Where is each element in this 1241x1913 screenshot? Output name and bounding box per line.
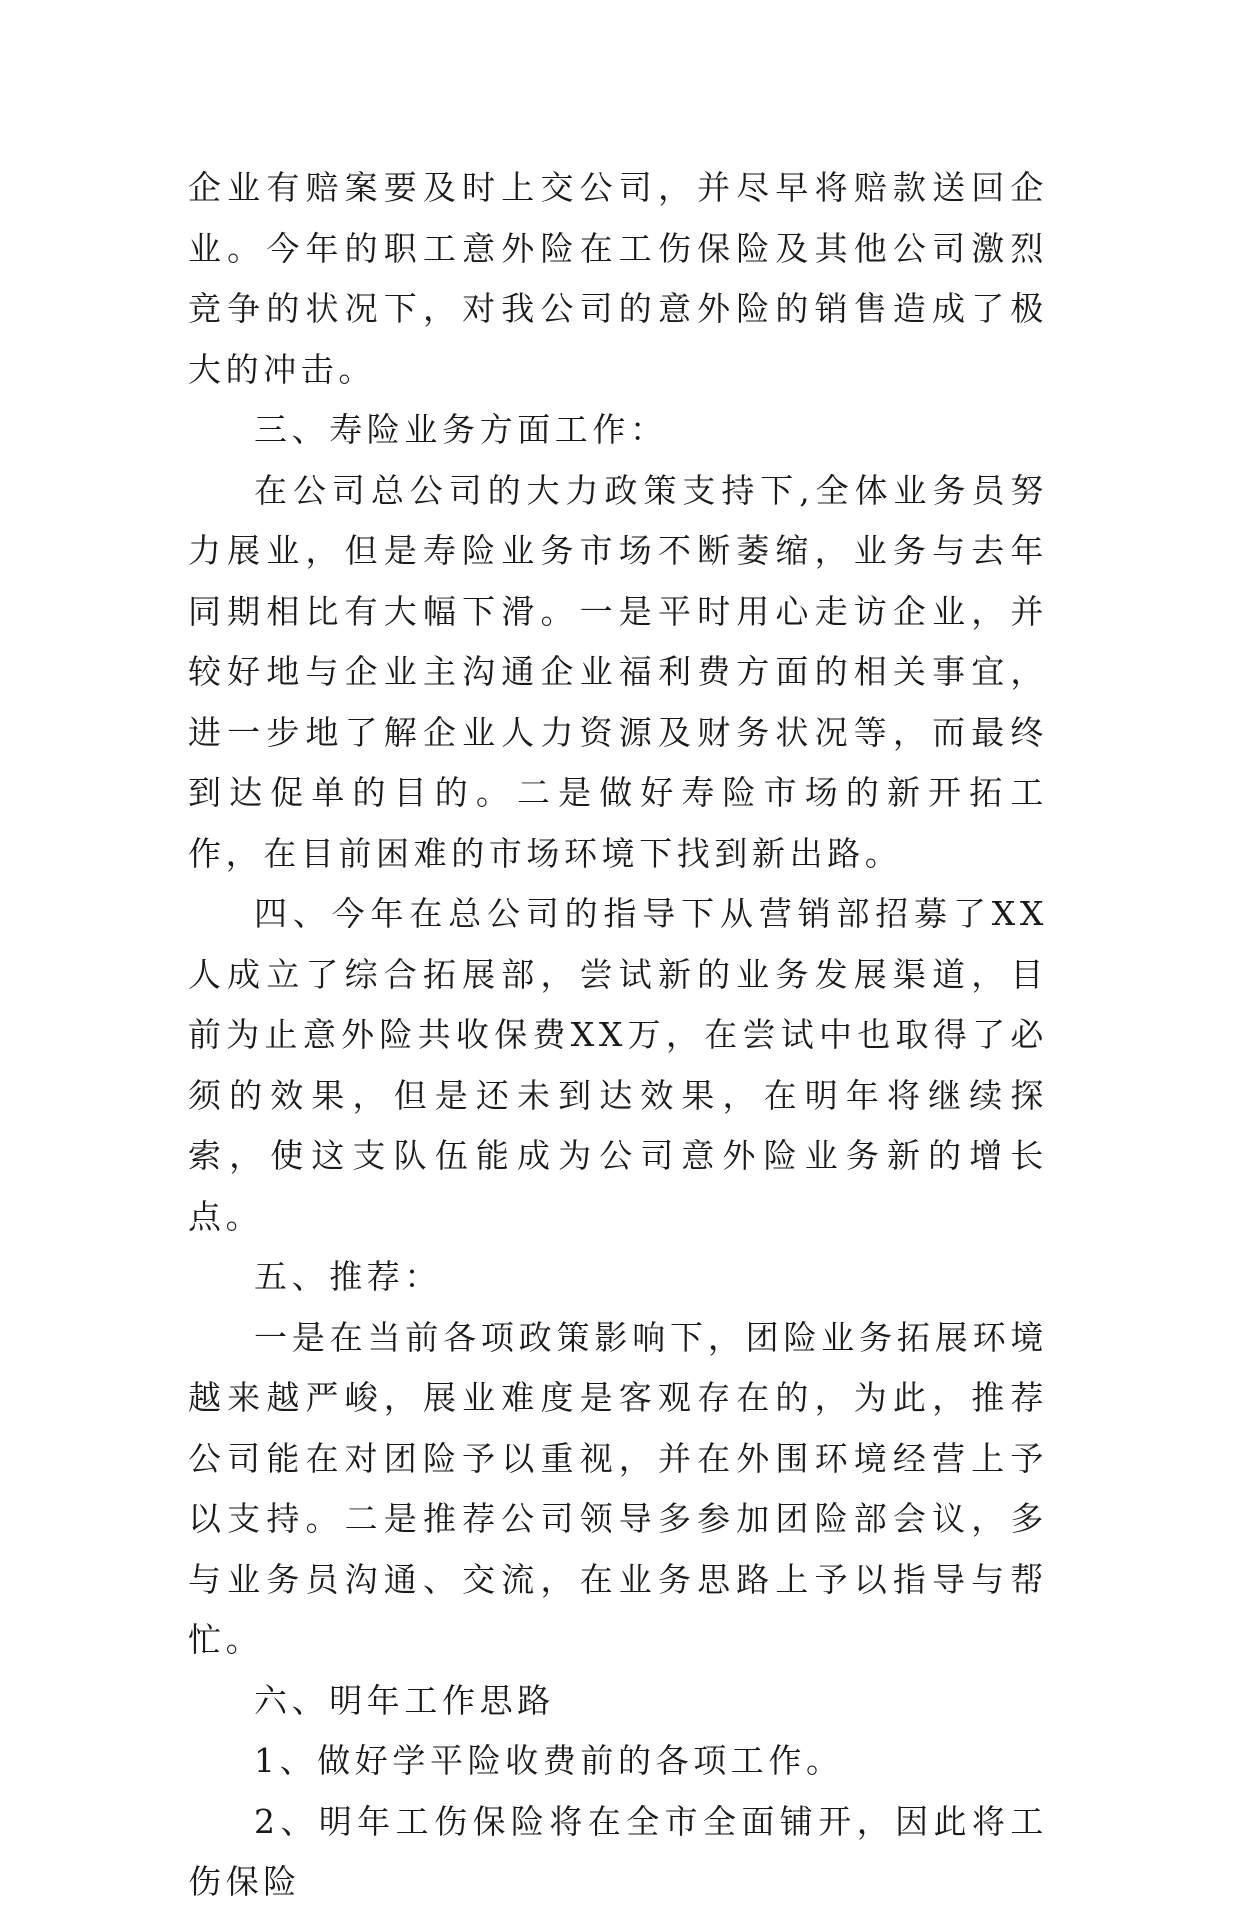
paragraph-recommendations: 一是在当前各项政策影响下，团险业务拓展环境越来越严峻，展业难度是客观存在的，为此，推荐公司能在对团险予以重视，并在外围环境经营上予以支持。二是推荐公司领导多参加团险部会议，多与业务员沟通、交流，在业务思路上予以指导与帮忙。 [188, 1317, 1048, 1659]
paragraph-expansion-department: 四、今年在总公司的指导下从营销部招募了XX人成立了综合拓展部，尝试新的业务发展渠道，目前为止意外险共收保费XX万，在尝试中也取得了必须的效果，但是还未到达效果，在明年将继续探索，使这支队伍能成为公司意外险业务新的增长点。 [188, 894, 1048, 1236]
document-body [188, 158, 1048, 1913]
heading-recommendations: 五、推荐： [254, 1257, 442, 1296]
list-item-2: 2、明年工伤保险将在全市全面铺开，因此将工伤保险 [188, 1801, 1048, 1901]
list-item-1: 1、做好学平险收费前的各项工作。 [254, 1741, 844, 1780]
heading-next-year-plan: 六、明年工作思路 [254, 1680, 555, 1720]
heading-life-insurance: 三、寿险业务方面工作： [254, 410, 668, 449]
paragraph-life-insurance: 在公司总公司的大力政策支持下,全体业务员努力展业，但是寿险业务市场不断萎缩，业务与去年同期相比有大幅下滑。一是平时用心走访企业，并较好地与企业主沟通企业福利费方面的相关事宜，进一步地了解企业人力资源及财务状况等，而最终到达促单的目的。二是做好寿险市场的新开拓工作，在目前困难的市场环境下找到新出路。 [188, 470, 1048, 873]
paragraph-continuation: 企业有赔案要及时上交公司，并尽早将赔款送回企业。今年的职工意外险在工伤保险及其他公司激烈竞争的状况下，对我公司的意外险的销售造成了极大的冲击。 [188, 168, 1048, 389]
